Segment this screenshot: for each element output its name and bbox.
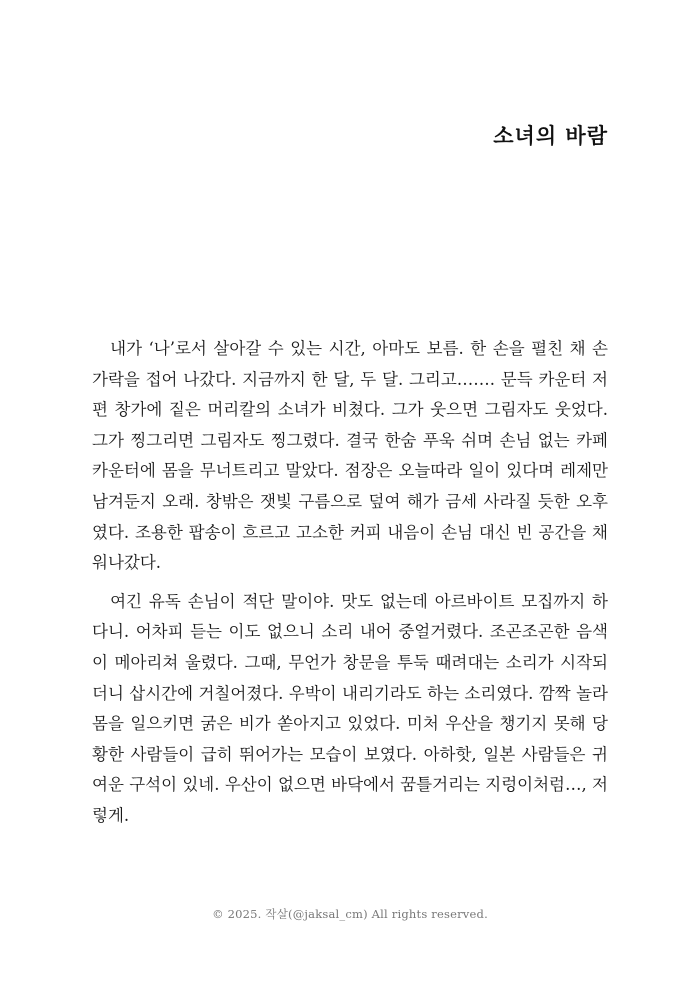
- story-paragraph: 내가 ‘나’로서 살아갈 수 있는 시간, 아마도 보름. 한 손을 펼친 채 손가락을 접어 나갔다. 지금까지 한 달, 두 달. 그리고……. 문득 카운터 저편 창가에 짙은 머리칼의 소녀가 비쳤다. 그가 웃으면 그림자도 웃었다. 그가 찡그리면 그림자도 찡그렸다. 결국 한숨 푸욱 쉬며 손님 없는 카페 카운터에 몸을 무너트리고 말았다. 점장은 오늘따라 일이 있다며 레제만 남겨둔지 오래. 창밖은 잿빛 구름으로 덮여 해가 금세 사라질 듯한 오후였다. 조용한 팝송이 흐르고 고소한 커피 내음이 손님 대신 빈 공간을 채워나갔다.: [92, 339, 608, 573]
- story-body: [92, 334, 608, 832]
- chapter-title: 소녀의 바람: [493, 124, 608, 148]
- copyright-notice: © 2025. 작살(@jaksal_cm) All rights reserved.: [212, 907, 488, 921]
- story-paragraph: 여긴 유독 손님이 적단 말이야. 맛도 없는데 아르바이트 모집까지 하다니. 어차피 듣는 이도 없으니 소리 내어 중얼거렸다. 조곤조곤한 음색이 메아리쳐 울렸다. 그때, 무언가 창문을 투둑 때려대는 소리가 시작되더니 삽시간에 거칠어졌다. 우박이 내리기라도 하는 소리였다. 깜짝 놀라 몸을 일으키면 굵은 비가 쏟아지고 있었다. 미처 우산을 챙기지 못해 당황한 사람들이 급히 뛰어가는 모습이 보였다. 아하핫, 일본 사람들은 귀여운 구석이 있네. 우산이 없으면 바닥에서 꿈틀거리는 지렁이처럼…, 저렇게.: [92, 591, 608, 825]
